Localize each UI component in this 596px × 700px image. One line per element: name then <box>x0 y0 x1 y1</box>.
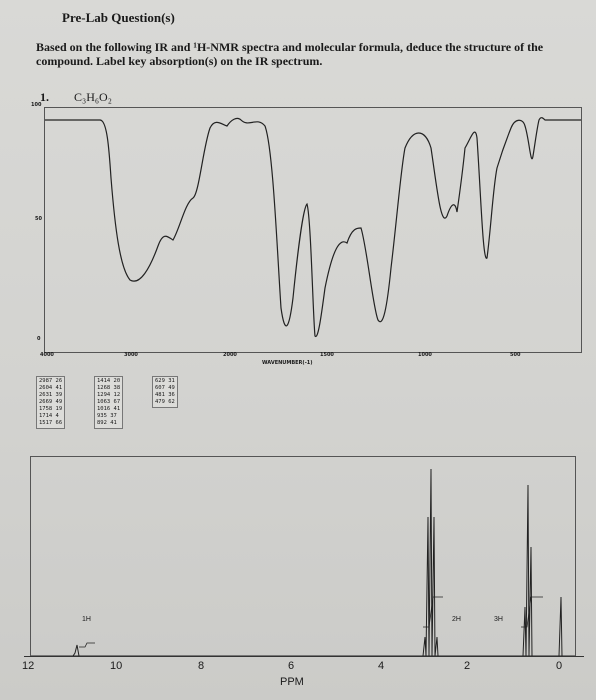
nmr-integration-label: 2H <box>452 616 461 623</box>
nmr-integration-label: 1H <box>82 616 91 623</box>
peak-table-column: 2987 26 2604 41 2631 39 2669 49 1758 19 1714 4 1517 66 <box>36 376 65 429</box>
nmr-peak <box>73 645 79 656</box>
nmr-x-tick: 2 <box>464 660 471 672</box>
ir-spectrum-trace <box>45 108 581 352</box>
nmr-x-tick: 10 <box>110 660 123 672</box>
nmr-integral <box>79 643 95 647</box>
page-title: Pre-Lab Question(s) <box>62 10 175 25</box>
ir-x-tick: 1500 <box>320 352 334 358</box>
question-number: 1. <box>40 90 49 104</box>
ir-peak-table <box>36 376 226 436</box>
nmr-x-tick: 8 <box>198 660 205 672</box>
peak-table-column: 629 31 607 49 481 36 479 62 <box>152 376 178 408</box>
ir-y-tick: 0 <box>37 336 41 342</box>
nmr-x-tick: 4 <box>378 660 385 672</box>
molecular-formula: C₃H₆O₂ <box>74 90 112 104</box>
nmr-x-tick: 12 <box>22 660 35 672</box>
ir-x-tick: 3000 <box>124 352 138 358</box>
peak-table-column: 1414 20 1268 38 1294 12 1063 67 1016 41 935 37 892 41 <box>94 376 123 429</box>
nmr-peak <box>423 469 438 656</box>
ir-spectrum-plot <box>31 102 582 353</box>
ir-y-tick: 100 <box>31 102 42 108</box>
ir-x-tick: 1000 <box>418 352 432 358</box>
nmr-reference-peak <box>559 597 562 656</box>
ir-y-tick: 50 <box>35 216 42 222</box>
nmr-spectrum-plot <box>30 456 576 657</box>
nmr-x-axis-label: PPM <box>280 676 304 688</box>
nmr-x-axis <box>24 656 584 657</box>
nmr-spectrum-trace <box>31 457 575 657</box>
nmr-x-tick: 0 <box>556 660 563 672</box>
nmr-x-tick: 6 <box>288 660 295 672</box>
nmr-integration-label: 3H <box>494 616 503 623</box>
nmr-peak <box>523 485 532 656</box>
ir-x-tick: 500 <box>510 352 521 358</box>
instructions-text: Based on the following IR and ¹H-NMR spectra and molecular formula, deduce the structure of the compound. Label key absorption(s) on the IR spectrum. <box>36 40 544 68</box>
ir-x-axis-label: WAVENUMBER(-1) <box>262 360 313 366</box>
ir-x-tick: 2000 <box>223 352 237 358</box>
ir-x-tick: 4000 <box>40 352 54 358</box>
